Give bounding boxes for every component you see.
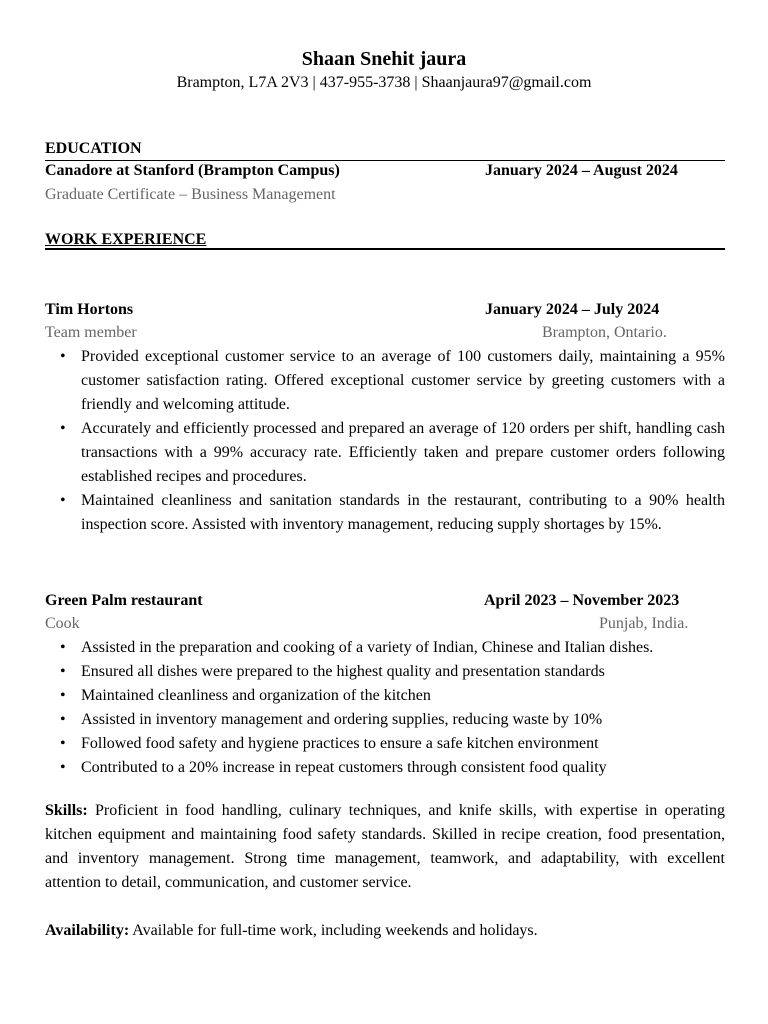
bullet-icon: • (60, 348, 66, 365)
bullet-text: Contributed to a 20% increase in repeat customers through consistent food quality (81, 759, 607, 776)
list-item (45, 732, 725, 756)
contact-line: Brampton, L7A 2V3 | 437-955-3738 | Shaanjaura97@gmail.com (176, 74, 592, 91)
skills-label: Skills: (45, 802, 88, 819)
list-item (45, 756, 725, 780)
education-school: Canadore at Stanford (Brampton Campus) (45, 162, 340, 179)
list-item (45, 489, 725, 537)
work-experience-divider (45, 248, 725, 250)
candidate-name: Shaan Snehit jaura (301, 48, 467, 70)
list-item (45, 660, 725, 684)
availability-label: Availability: (45, 922, 130, 939)
list-item (45, 345, 725, 417)
skills-paragraph (45, 799, 725, 895)
bullet-text: Assisted in inventory management and ordering supplies, reducing waste by 10% (81, 711, 603, 728)
work-experience-heading: WORK EXPERIENCE (45, 231, 207, 248)
job-1-bullet-list (45, 345, 725, 537)
bullet-icon: • (60, 687, 66, 704)
skills-text: Proficient in food handling, culinary techniques, and knife skills, with expertise in operating kitchen equipment and maintaining food safety standards. Skilled in recipe creation, food presentation, and inventory management. Strong time management, teamwork, and adaptability, with excellent attention to detail, communication, and customer service. (45, 802, 726, 891)
bullet-text: Maintained cleanliness and sanitation standards in the restaurant, contributing to a 90% health inspection score. Assisted with inventory management, reducing supply shortages by 15%. (81, 492, 725, 533)
education-divider (45, 160, 725, 161)
job-1-dates: January 2024 – July 2024 (485, 301, 660, 318)
bullet-icon: • (60, 492, 66, 509)
job-2-dates: April 2023 – November 2023 (484, 592, 680, 609)
list-item (45, 684, 725, 708)
bullet-icon: • (60, 639, 66, 656)
bullet-icon: • (60, 735, 66, 752)
job-2-bullet-list (45, 636, 725, 780)
education-program: Graduate Certificate – Business Management (45, 186, 336, 203)
bullet-icon: • (60, 663, 66, 680)
job-2-location: Punjab, India. (599, 615, 689, 632)
job-2-employer: Green Palm restaurant (45, 592, 203, 609)
education-dates: January 2024 – August 2024 (485, 162, 678, 179)
bullet-icon: • (60, 759, 66, 776)
bullet-text: Accurately and efficiently processed and prepared an average of 120 orders per shift, handling cash transactions with a 99% accuracy rate. Efficiently taken and prepare customer orders following established recipes and procedures. (81, 420, 725, 485)
list-item (45, 636, 725, 660)
list-item (45, 417, 725, 489)
availability-paragraph (45, 919, 725, 943)
job-1-location: Brampton, Ontario. (542, 324, 667, 341)
job-2-role: Cook (45, 615, 80, 632)
bullet-text: Ensured all dishes were prepared to the highest quality and presentation standards (81, 663, 605, 680)
education-heading: EDUCATION (45, 140, 142, 157)
bullet-text: Maintained cleanliness and organization of the kitchen (81, 687, 431, 704)
bullet-icon: • (60, 420, 66, 437)
bullet-icon: • (60, 711, 66, 728)
bullet-text: Assisted in the preparation and cooking of a variety of Indian, Chinese and Italian dishes. (81, 639, 654, 656)
list-item (45, 708, 725, 732)
bullet-text: Followed food safety and hygiene practices to ensure a safe kitchen environment (81, 735, 599, 752)
bullet-text: Provided exceptional customer service to an average of 100 customers daily, maintaining a 95% customer satisfaction rating. Offered exceptional customer service by greeting customers with a friendly and welcoming attitude. (81, 348, 725, 413)
availability-text: Available for full-time work, including weekends and holidays. (132, 922, 538, 939)
job-1-employer: Tim Hortons (45, 301, 134, 318)
job-1-role: Team member (45, 324, 137, 341)
